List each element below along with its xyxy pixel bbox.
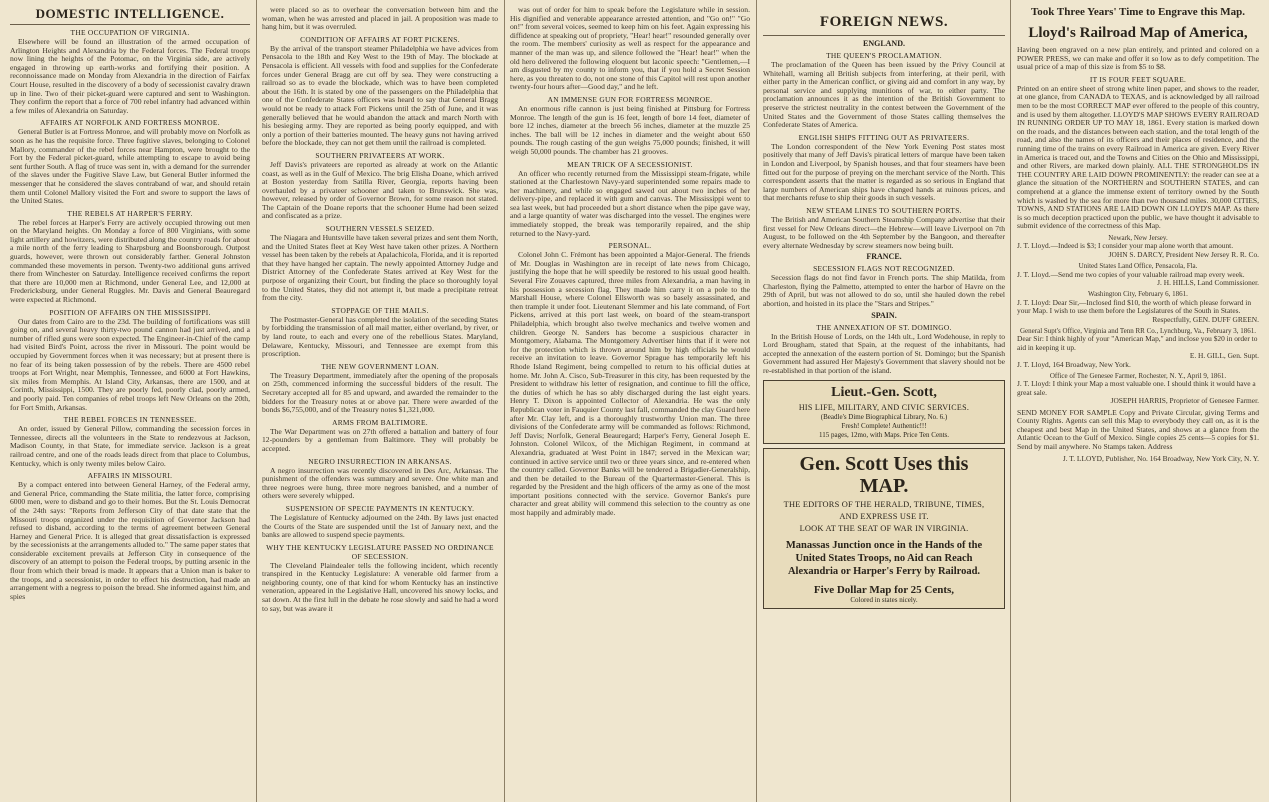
ad-note: Colored in states nicely. [850, 595, 918, 604]
article-body: The London correspondent of the New York Evening Post states most positively that many of Jeff Davis's piratical letters of marque have been taken in London and Liverpool, by Spanish houses, and that four steamers have been fitted out for the purpose of preying on the merchant service of the North. This correspondent asserts that the matter is regarded as so serious in England that large numbers of American ships have changed hands at ruinous prices, and that merchants refuse to ship their goods in such vessels. [763, 141, 1005, 203]
testimonial-address: J. T. Lloyd, 164 Broadway, New York. [1017, 359, 1131, 369]
article-heading: ARMS FROM BALTIMORE. [332, 417, 428, 427]
testimonial-signature: JOHN S. DARCY, President New Jersey R. R. Co. [1108, 249, 1259, 259]
article-heading: WHY THE KENTUCKY LEGISLATURE PASSED NO ORDINANCE OF SECESSION. [266, 542, 494, 561]
testimonial-place: Washington City, February 6, 1861. [1088, 290, 1188, 299]
article-body: The Niagara and Huntsville have taken several prizes and sent them North, and the United States fleet at Key West have taken other prizes. A Northern vessel has been taken by the rebels at Apalachicola, Florida, and it is reported that they have hanged her captain. The newly appointed Attorney Judge and District Attorney of the Confederate States arrived at Key West for the purpose of organizing their Court, but finding the place so thoroughly loyal to the United States, they did not attempt it, but made a precipitate retreat from the city. [262, 233, 498, 303]
testimonial-body: J. T. Lloyd.—Indeed is $3; I consider your map alone worth that amount. [1017, 241, 1234, 251]
article-body: An order, issued by General Pillow, commanding the secession forces in Tennessee, directs all the volunteers in the State to rendezvous at Jackson, Madison County, in that State, for immediate service. Jackson is a great railroad centre, and one of the roads leads direct from that place to Columbus, Kentucky, which is only twenty miles below Cairo. [10, 424, 250, 468]
ad-note: Fresh! Complete! Authentic!!! [841, 421, 927, 430]
article-heading: POSITION OF AFFAIRS ON THE MISSISSIPPI. [49, 307, 211, 317]
ad-line: AND EXPRESS USE IT. [839, 511, 929, 521]
article-heading: THE REBEL FORCES IN TENNESSEE. [63, 415, 197, 425]
ad-heading: IT IS FOUR FEET SQUARE. [1089, 74, 1187, 84]
publisher-signature: J. T. LLOYD, Publisher, No. 164 Broadway, New York City, N. Y. [1062, 453, 1259, 463]
testimonial-signature: J. H. HILLS, Land Commissioner. [1157, 277, 1259, 287]
article-heading: THE QUEEN'S PROCLAMATION. [826, 51, 942, 60]
article-heading: THE REBELS AT HARPER'S FERRY. [67, 208, 193, 218]
testimonial [1017, 234, 1259, 259]
article-heading: THE ANNEXATION OF ST. DOMINGO. [816, 322, 952, 332]
ad-title: Lieut.-Gen. Scott, [831, 384, 937, 400]
ad-paragraph: Printed on an entire sheet of strong white linen paper, and shows to the reader, at one glance, from CANADA to TEXAS, and is acknowledged by all railroad men to be the most CORRECT MAP ever offered to the people of this country, and is used by them altogether. LLOYD'S MAP SHOWS EVERY RAILROAD IN RUNNING ORDER UP TO MAY 18, 1861. Every station is marked down on the roads, and the distances between each station, and the total length of the road, and also the names of its officers and their places of residence, and the running time of the trains on every Railroad in America are given. Every River in America is traced out, and the Towns and Cities on the Ohio and Mississippi, and other Rivers, are marked down plainly. ALL THE STRONGHOLDS IN THE COUNTRY ARE LAID DOWN PROMINENTLY: the reader can see at a glance the situation of the NORTHERN and SOUTHERN STATES, and can comprehend at a glance the immense extent of territory owned by the South which is washed by the sea for more than two thousand miles. 30,000 CITIES, TOWNS, AND STATIONS ARE LAID DOWN ON LLOYD'S MAP. As there is so much deception practiced upon the public, we have thought it advisable to submit evidence of the correctness of this Map. [1017, 83, 1259, 231]
article-body: The Legislature of Kentucky adjourned on the 24th. By laws just enacted the Courts of the State are suspended until the 1st of January next, and the banks are allowed to suspend specie payments. [262, 512, 498, 540]
article-body: The proclamation of the Queen has been issued by the Privy Council at Whitehall, warning all British subjects from interfering, at their peril, with either party in the American conflict, or giving aid and comfort in any way, by personal service and supplying munitions of war, to either party. The proclamation announces it as the intention of the British Government to preserve the strictest neutrality in the contest between the Government of the United States and the Government of those States calling themselves the Confederate States of America. [763, 60, 1005, 130]
article-body: Jeff Davis's privateers are reported as already at work on the Atlantic coast, as well as in the Gulf of Mexico. The brig Elisha Doane, which arrived at Boston yesterday from Satilla River, Georgia, reports having been overhauled by a privateer schooner and taken to Brunswick. She was, however, released by order of Governor Brown, for some reason not stated. The Captain of the Doane reports that the schooner Hume had been seized and confiscated as a prize. [262, 159, 498, 221]
article-body: Secession flags do not find favor in French ports. The ship Matilda, from Charleston, flying the Palmetto, attempted to enter the harbor of Havre on the 29th of April, but was not allowed to do so, until she hauled down the rebel abortion, and hoisted in its place the "Stars and Stripes." [763, 273, 1005, 309]
article-body: By the arrival of the transport steamer Philadelphia we have advices from Pensacola to the 18th and Key West to the 19th of May. The blockade at Pensacola is efficient. All vessels with food and supplies for the Confederate forces under General Bragg are cut off by sea. They were constructing a railroad so as to evade the blockade, which was to have been completed about the 16th. It is stated by one of the passengers on the Philadelphia that one of the Confederate States officers was heard to say that General Bragg would not be ready to attack Fort Pickens until the 25th of June, and it was generally believed that he would abandon the attack and march North with his besieging army. They are reported as being poorly equipped, and with only a portion of their batteries mounted. The heavy guns not having arrived before the blockade, they can not get them until the railroad is completed. [262, 43, 498, 148]
ad-paragraph: Having been engraved on a new plan entirely, and printed and colored on a POWER PRESS, we can make and offer it so low as to defy competition. The usual price of a map of this size is from $5 to $8. [1017, 45, 1259, 72]
article-heading: AFFAIRS AT NORFOLK AND FORTRESS MONROE. [40, 118, 220, 128]
article-heading: THE NEW GOVERNMENT LOAN. [321, 361, 439, 371]
column-domestic-intelligence [4, 6, 256, 796]
ad-subtitle: HIS LIFE, MILITARY, AND CIVIC SERVICES. [798, 402, 970, 412]
testimonial-place: United States Land Office, Pensacola, Fla. [1078, 262, 1198, 271]
publisher-address [1017, 455, 1259, 463]
article-body: The War Department was on 27th offered a battalion and battery of four 12-pounders by a gentleman from Baltimore. They will probably be accepted. [262, 426, 498, 453]
article-continuation: was out of order for him to speak before the Legislature while in session. His dignified and venerable appearance arrested attention, and "Go on!" "Go on!" from several voices, seemed to keep him on his feet. Again expressing his diffidence at speaking out of propriety, "Hear! hear!" resounded generally over the room. The members' curiosity as well as respect for the appearance and manner of the man was up, and silence followed the "Hear! hear!" when the old hero delivered the following eloquent but laconic speech: "Gentlemen,—I am disgusted by my county to inform you, that if you hold a Secret Session here, as you threaten to do, not one stone of this Capitol will rest upon another twenty-four hours after—Good day," and he left. [510, 6, 750, 92]
testimonial-body: Dear Sir: I think highly of your "American Map," and inclose you $20 in order to aid in keeping it up. [1017, 334, 1258, 352]
ad-price: Five Dollar Map for 25 Cents, [813, 583, 955, 596]
article-body: A negro insurrection was recently discovered in Des Arc, Arkansas. The punishment of the offenders was summary and severe. One white man and three negroes were hung, three more negroes banished, and a number of others were severely whipped. [262, 465, 498, 501]
advertisement-scott-biography [763, 380, 1005, 444]
testimonial [1017, 262, 1259, 287]
article-body: Colonel John C. Frémont has been appointed a Major-General. The friends of Mr. Douglas in Washington are in receipt of late news from Chicago, justifying the hope that he will speedily be restored to his usual good health. Several Fire Zouaves captured, three miles from Alexandria, a man having in his possession a secession flag. They made him carry it on a pole to the Marshall House, where Colonel Ellsworth was so basely assassinated, and then trample it under foot. Lieutenant Slemmer and his late command, of Fort Pickens, arrived at this port last week, on board of the steam-transport Philadelphia, which brought also twelve mechanics and twelve women and children. George N. Sanders has become a suspicious character in Montgomery, Alabama. The Montgomery Advertiser hints that if it were not for the protection which is thrown around him by high officials he would receive an invitation to leave. Governor Sprague has temporarily left his Rhode Island Regiment, being compelled to return to his official duties at home. Mr. John A. Cisco, Sub-Treasurer in this city, has been requested by the President to withdraw his letter of resignation, and continue to fill the office, the duties of which he has so ably discharged during the last eight years. Henry T. Dixon is appointed Collector of Alexandria. He was the only Republican voter in Fauquier County last fall, commanded the clay Guard here after Mr. Clay left, and is a thoroughly trustworthy Union man. The three divisions of the Confederate army will be commanded as follows: Richmond, Jeff Davis; Norfolk, General Beauregard; Harper's Ferry, General Joseph E. Johnston. Colonel Wilcox, of the Michigan Regiment, in command at Alexandria, graduated at West Point in 1847; served in the Mexican war; continued in active service until two or three years since, and re-entered when the country called. Governor Banks will be tendered a Brigadier-Generalship, and then be detailed to the Bureau of the Quartermaster-General. This is regarded by the President and the high officers of the army as one of the most important positions connected with the service. Governor Banks's pure character and great ability will commend this selection to the country as one most happily and admirably made. [510, 250, 750, 518]
ad-note: (Beadle's Dime Biographical Library, No. 6.) [820, 412, 948, 421]
testimonial-place: Office of The Genesee Farmer, Rochester, N. Y., April 9, 1861. [1049, 371, 1227, 380]
article-body: The Cleveland Plaindealer tells the following incident, which recently transpired in the Kentucky Legislature: A venerable old farmer from a neighboring county, one of that kind for whom Kentucky has an instinctive veneration, appeared in the Legislative Hall, uncovered his snowy locks, and sat down. At the first lull in the debate he rose slowly and said he had a word to say, but was aware it [262, 560, 498, 613]
ad-title: Gen. Scott Uses this [799, 452, 969, 475]
testimonial-body: J. T. Lloyd.—Send me two copies of your valuable railroad map every week. [1017, 269, 1245, 279]
ad-kicker: Took Three Years' Time to Engrave this Map. [1030, 6, 1246, 18]
column-lloyds-map-advertisement [1011, 6, 1265, 796]
testimonial-place: Newark, New Jersey. [1108, 233, 1168, 242]
article-heading: AN IMMENSE GUN FOR FORTRESS MONROE. [547, 94, 713, 104]
article-heading: PERSONAL. [608, 241, 652, 251]
article-body: An officer who recently returned from the Mississippi steam-frigate, while stationed at the Charlestown Navy-yard superintended some repairs made to her machinery, and while so engaged sawed out about two inches of her delivery-pipe, and replaced it with gum and canvas. The Mississippi went to sea last week, but had proceeded but a short distance when the pipe gave way, and a large quantity of water was discharged into the vessel. The engines were immediately stopped, the break was temporarily repaired, and the ship returned to the Navy-yard. [510, 168, 750, 238]
article-heading: SOUTHERN VESSELS SEIZED. [325, 224, 435, 234]
article-heading: MEAN TRICK OF A SECESSIONIST. [567, 159, 693, 169]
country-heading: ENGLAND. [862, 39, 905, 48]
ad-line: THE EDITORS OF THE HERALD, TRIBUNE, TIMES, [783, 499, 985, 509]
ad-paragraph: SEND MONEY FOR SAMPLE Copy and Private Circular, giving Terms and County Rights. Agents can sell this Map to everybody they call on, as it is the cheapest and best Map in the United States, and shows at a glance from the Atlantic Ocean to the Gulf of Mexico. Single copies 25 cents—5 copies for $1. Send by mail anywhere. No Stamps taken. Address [1017, 407, 1259, 451]
article-heading: NEW STEAM LINES TO SOUTHERN PORTS. [806, 205, 962, 215]
testimonial-body: J. T. Lloyd: Dear Sir,—Inclosed find $10, the worth of which please forward in your Map. I wish to use them before the Legislatures of the South in States. [1017, 297, 1252, 316]
article-body: The rebel forces at Harper's Ferry are actively occupied throwing out men on the Maryland heights. On Monday a force of 800 Virginians, with some light artillery and howitzers, were distributed along the country roads for about a mile north of the ferry leading to Sharpsburg and Boonsborough. Outpost guards, however, were thrown out considerably farther. General Johnston commanded these movements in person. Twenty-two additional guns arrived there from Winchester on Saturday. Intelligence received confirms the report that there are 10,000 men at Richmond, under General Lee, and 12,000 at Fredericksburg, under General Ruggles. Mr. Davis and General Beauregard were expected at Richmond. [10, 217, 250, 305]
article-body: General Butler is at Fortress Monroe, and will probably move on Norfolk as soon as he has the requisite force. Three fugitive slaves, belonging to Colonel Mallory, commander of the rebel forces near Hampton, were brought to the Fort by the Federal picket-guard, while attempting to escape to avoid being sent further South. A flag of truce was sent in, with a demand for the surrender of the slaves under the Fugitive Slave Law, but General Butler informed the messenger that he considered the slaves contraband of war, and should retain them until Colonel Mallory visited the Fort and swore to support the laws of the United States. [10, 127, 250, 206]
article-body: The Treasury Department, immediately after the opening of the proposals on 25th, commenced informing the successful bidders of the result. The Secretary accepted all for 85 and upward, and awarded the remainder to the bidders for the Treasury notes at or above par. There were awarded of the bonds $6,755,000, and of the Treasury notes $1,321,000. [262, 370, 498, 415]
testimonial [1017, 372, 1259, 406]
testimonial-signature: Respectfully, GEN. DUFF GREEN. [1152, 314, 1259, 324]
ad-highlight: Manassas Junction once in the Hands of the United States Troops, no Aid can Reach Alexandria or Harper's Ferry by Railroad. [785, 539, 983, 577]
ad-note: 115 pages, 12mo, with Maps. Price Ten Cents. [819, 430, 949, 439]
article-heading: SUSPENSION OF SPECIE PAYMENTS IN KENTUCKY. [285, 503, 475, 513]
section-title: DOMESTIC INTELLIGENCE. [10, 6, 250, 25]
article-body: In the British House of Lords, on the 14th ult., Lord Wodehouse, in reply to Lord Brougham, stated that Spain, at the request of the inhabitants, had accepted the annexation of the eastern portion of St. Domingo; but the Spanish Government had assured Her Majesty's Government that slavery should not be re-established in that portion of the island. [763, 331, 1005, 376]
column-foreign-news [757, 6, 1011, 796]
country-heading: SPAIN. [871, 310, 897, 320]
article-body: The Postmaster-General has completed the isolation of the seceding States by forbidding the transmission of all mail matter, either overland, by river, or by land route, to each and every one of the rebellious States. Maryland, Delaware, Kentucky, Missouri, and Tennessee are exempt from this proscription. [262, 314, 498, 359]
testimonial-body: J. T. Lloyd: I think your Map a most valuable one. I should think it would have a great sale. [1017, 379, 1256, 397]
country-heading: FRANCE. [866, 252, 902, 262]
article-heading: NEGRO INSURRECTION IN ARKANSAS. [308, 456, 452, 466]
section-title: FOREIGN NEWS. [763, 6, 1005, 36]
testimonial-place: General Supt's Office, Virginia and Tenn RR Co., Lynchburg, Va., February 3, 1861. [1020, 326, 1256, 335]
article-heading: THE OCCUPATION OF VIRGINIA. [70, 28, 190, 37]
article-continuation: were placed so as to overhear the conversation between him and the woman, when he was arrested and placed in jail. A proposition was made to hang him, but it was overruled. [262, 6, 498, 32]
ad-title: Lloyd's Railroad Map of America, [1028, 25, 1248, 41]
testimonial [1017, 327, 1259, 369]
ad-title: MAP. [859, 474, 909, 497]
article-body: An enormous rifle cannon is just being finished at Pittsburg for Fortress Monroe. The length of the gun is 16 feet, length of bore 14 feet, diameter of bore 12 inches, diameter at the breech 56 inches, diameter at the muzzle 25 inches. The ball will be 12 inches in diameter and the weight about 650 pounds. The rough casting of the gun weighs 75,000 pounds; finished, it will weigh 50,000 pounds. The chamber has 21 grooves. [510, 103, 750, 156]
article-heading: CONDITION OF AFFAIRS AT FORT PICKENS. [300, 34, 460, 44]
advertisement-scott-map [763, 448, 1005, 609]
testimonial [1017, 290, 1259, 324]
article-body: Our dates from Cairo are to the 23d. The building of fortifications was still going on, and several heavy thirty-two pound cannon had just arrived, and a number of rifled guns were soon expected. The Engineer-in-Chief of the camp had visited Bird's Point, across the river in Missouri. The point would be occupied by Government forces when it was necessary; but at present there is no fear of its being taken possession of by the rebels. There are 4500 rebel troops at Fort Wright, near Memphis, Tennessee, and 6000 at Fort Hawkins, six miles from Memphis. At Island City, Arkansas, there are 1500, and at Corinth, Mississippi, 1500. They are poorly fed, poorly clad, poorly armed, and poorly paid. Ten companies of rebel troops left New Orleans on the 20th, for Fort Smith, Arkansas. [10, 316, 250, 412]
article-heading: ENGLISH SHIPS FITTING OUT AS PRIVATEERS. [798, 132, 970, 142]
article-heading: AFFAIRS IN MISSOURI. [87, 471, 173, 481]
article-body: Elsewhere will be found an illustration of the armed occupation of Arlington Heights and Alexandria by the Federal forces. The Federal troops now lining the heights of the Potomac, on the Virginia side, are actively engaged in throwing up earth-works and fortifying their position. A reconnoissance made on Monday from Alexandria in the direction of Fairfax Court House, resulted in the discovery of a body of secessionist cavalry drawn up in line. Two of their picket-guard were captured and sent to Washington. They confirm the report that a force of 700 rebel infantry had advanced within a few miles of Alexandria on Saturday. [10, 37, 250, 115]
article-heading: SOUTHERN PRIVATEERS AT WORK. [315, 150, 445, 160]
testimonial-signature: JOSEPH HARRIS, Proprietor of Genesee Farmer. [1110, 396, 1259, 406]
article-body: By a compact entered into between General Harney, of the Federal army, and General Price, commanding the State militia, the latter force, comprising 6000 men, were to disband and go to their homes. But the St. Louis Democrat of the 24th says: "Reports from Jefferson City of that date state that the Missouri troops organized under the requisition of Governor Jackson had refused to disband, according to the terms of agreement between General Harney and General Price. It is alleged that great dissatisfaction is expressed by the secessionists at the arrangements alluded to." The same paper states that considerable excitement prevails at Jefferson City in consequence of the discovery of an attempt to poison the Federal troops, by putting arsenic in the flour from which their bread is made. It appears that a Union man is baker to the troops, and a secessionist, in order to effect his destruction, had made an arrangement with a negress to poison the bread. She informed against him, and spies [10, 480, 250, 601]
article-body: The British and American Southern Steamship Company advertise that their first vessel for New Orleans direct—the Hebrew—will leave Liverpool on 7th August, to be followed on the 4th September by the Bangoon, and thereafter every alternate Wednesday by screw steamers now being built. [763, 214, 1005, 250]
column-domestic-continued-2 [504, 6, 756, 796]
testimonial-signature: E. H. GILL, Gen. Supt. [1189, 351, 1259, 361]
column-domestic-continued [256, 6, 504, 796]
article-heading: SECESSION FLAGS NOT RECOGNIZED. [813, 264, 955, 274]
article-heading: STOPPAGE OF THE MAILS. [331, 305, 429, 315]
ad-line: LOOK AT THE SEAT OF WAR IN VIRGINIA. [799, 523, 969, 533]
